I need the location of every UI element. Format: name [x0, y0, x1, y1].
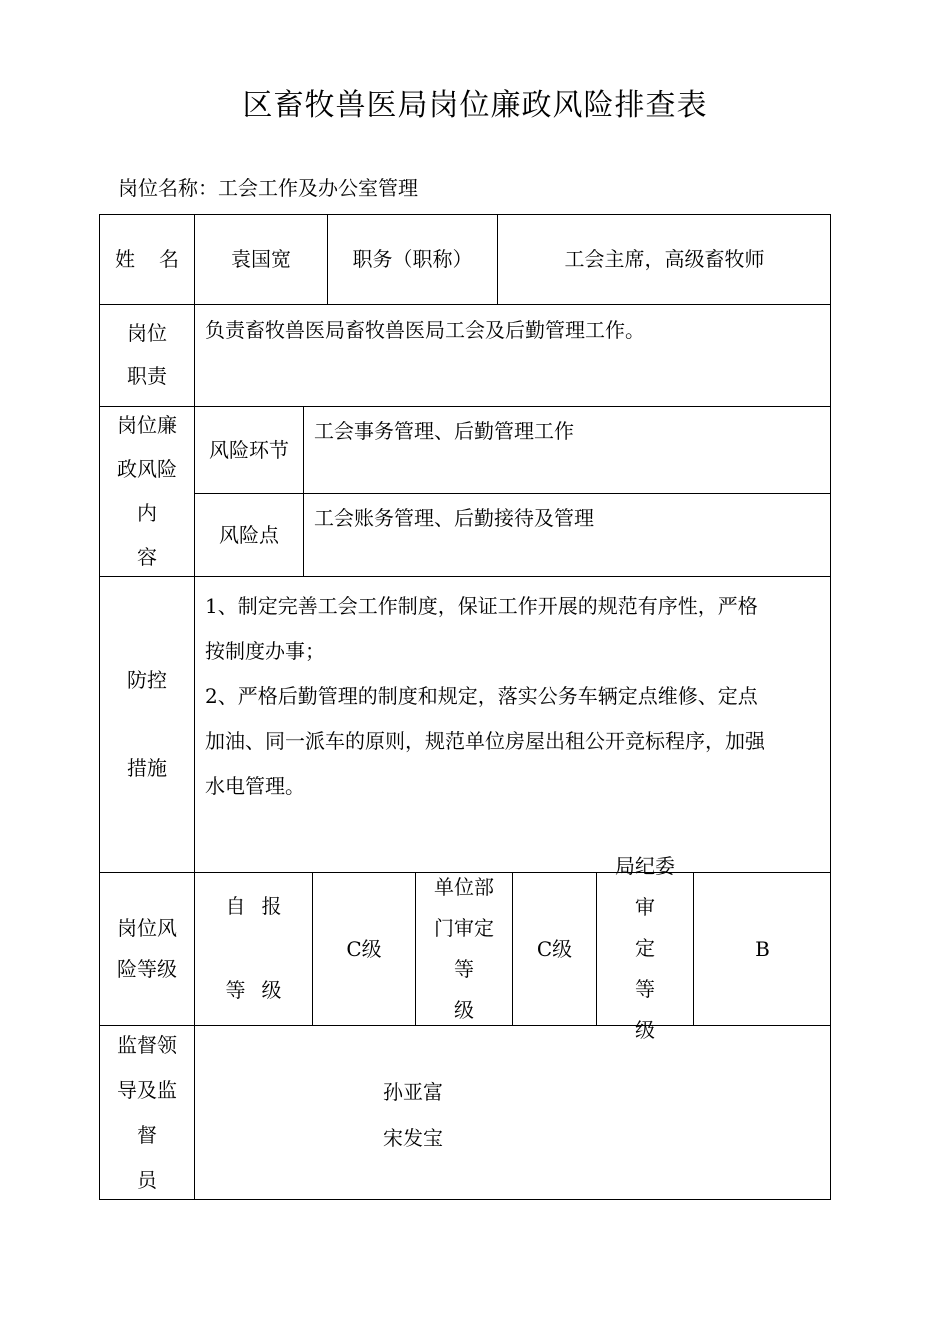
supervision-label-cell: 监督领 导及监 督 员	[117, 1032, 177, 1192]
supervisor-2: 宋发宝	[383, 1126, 443, 1150]
duty-text: 负责畜牧兽医局畜牧兽医局工会及后勤管理工作。	[205, 318, 645, 342]
dept-review-label: 单位部 门审定 等 级	[434, 874, 494, 1022]
position-value: 工会主席，高级畜牧师	[564, 247, 765, 271]
name-value: 袁国宽	[231, 247, 291, 271]
risk-label-cell: 岗位廉 政风险 内 容	[117, 413, 177, 569]
bureau-review-value: B	[755, 936, 770, 961]
name-label-cell: 姓 名	[115, 247, 179, 271]
risk-point-text: 工会账务管理、后勤接待及管理	[314, 506, 594, 530]
level-label-cell: 岗位风 险等级	[117, 915, 177, 981]
page-title: 区畜牧兽医局岗位廉政风险排查表	[242, 88, 708, 123]
bureau-review-label: 局纪委 审 定 等 级	[615, 854, 675, 1042]
dept-review-value: C级	[536, 936, 573, 961]
risk-point-label: 风险点	[219, 522, 279, 547]
post-name-value: 工会工作及办公室管理	[218, 176, 418, 200]
measures-label-cell: 防控 措施	[127, 668, 167, 780]
row-divider	[99, 304, 831, 305]
row-divider	[99, 576, 831, 577]
supervisor-1: 孙亚富	[383, 1080, 443, 1104]
measures-text: 1、制定完善工会工作制度，保证工作开展的规范有序性，严格 按制度办事； 2、严格后勤管理的制度和规定，落实公务车辆定点维修、定点 加油、同一派车的原则，规范单位房屋出租公开竞标程序，加强 水电管理。	[205, 594, 765, 798]
risk-link-text: 工会事务管理、后勤管理工作	[314, 419, 574, 443]
position-label: 职务（职称）	[352, 247, 473, 271]
post-name-line	[118, 172, 418, 201]
post-name-label: 岗位名称：	[118, 176, 218, 200]
risk-link-label: 风险环节	[209, 437, 289, 462]
duty-label-cell: 岗位 职责	[127, 321, 167, 388]
self-report-value: C级	[346, 936, 382, 961]
self-report-label: 自 报 等 级	[225, 894, 282, 1002]
